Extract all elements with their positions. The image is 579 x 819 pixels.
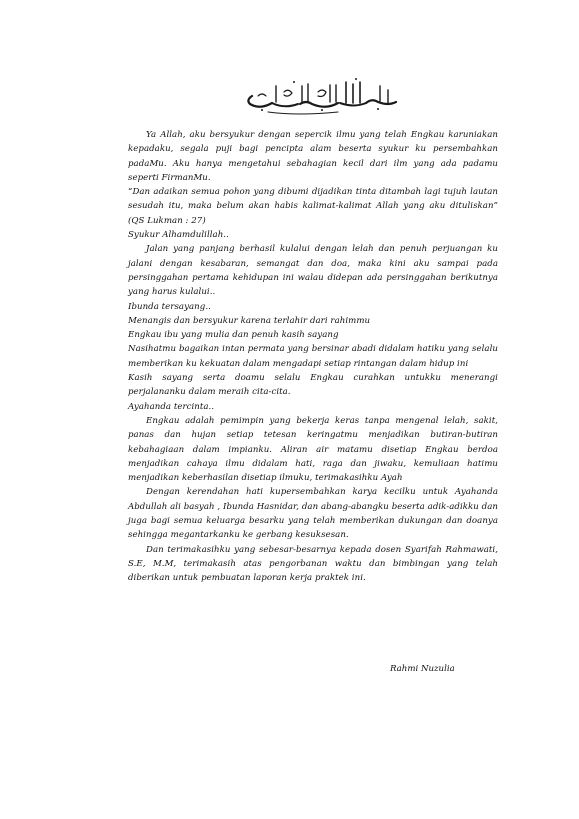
paragraph-prayer: Ya Allah, aku bersyukur dengan sepercik ilmu yang telah Engkau karuniakan kepadaku, segala puji bagi pencipta alam beserta syukur ku persembahkan padaMu. Aku hanya mengetahui sebahagian kecil dari ilm yang ada padamu seperti FirmanMu. bbox=[128, 130, 498, 183]
paragraph-gratitude: Syukur Alhamdulillah.. bbox=[128, 230, 229, 241]
heading-mother: Ibunda tersayang.. bbox=[128, 301, 211, 312]
signature-name: Rahmi Nuzulia bbox=[390, 664, 455, 674]
line-mother-2: Engkau ibu yang mulia dan penuh kasih sayang bbox=[128, 330, 339, 341]
paragraph-family: Dengan kerendahan hati kupersembahkan karya kecilku untuk Ayahanda Abdullah ali basyah , Ibunda Hasnidar, dan abang-abangku beserta adik-adikku dan juga bagi semua keluarga besarku yang telah memberikan dukungan dan doanya sehingga megantarkanku ke gerbang kesuksesan. bbox=[128, 487, 498, 541]
basmala-calligraphy-image bbox=[238, 76, 406, 116]
paragraph-father: Engkau adalah pemimpin yang bekerja keras tanpa mengenal lelah, sakit, panas dan hujan setiap tetesan keringatmu menjadikan butiran-butiran kebahagiaan dalam impianku. Aliran air matamu disetiap Engkau berdoa menjadikan cahaya ilmu didalam hati, raga dan jiwaku, kemuliaan hatimu menjadikan keberhasilan disetiap ilmuku, terimakasihku Ayah bbox=[128, 415, 498, 484]
dedication-body bbox=[128, 128, 498, 586]
paragraph-journey: Jalan yang panjang berhasil kulalui dengan lelah dan penuh perjuangan ku jalani dengan kesabaran, semangat dan doa, maka kini aku sampai pada persinggahan pertama kehidupan ini walau didepan ada persinggahan berikutnya yang harus kulalui.. bbox=[128, 244, 498, 298]
paragraph-mother-love: Kasih sayang serta doamu selalu Engkau curahkan untukku menerangi perjalananku dalam meraih cita-cita. bbox=[128, 373, 498, 398]
paragraph-mother-advice: Nasihatmu bagaikan intan permata yang bersinar abadi didalam hatiku yang selalu memberikan ku kekuatan dalam mengadapi setiap rintangan dalam hidup ini bbox=[128, 344, 498, 369]
line-mother-1: Menangis dan bersyukur karena terlahir dari rahimmu bbox=[128, 315, 371, 326]
paragraph-quran-quote: “Dan adaikan semua pohon yang dibumi dijadikan tinta ditambah lagi tujuh lautan sesudah itu, maka belum akan habis kalimat-kalimat Allah yang aku dituliskan” (QS Lukman : 27) bbox=[128, 187, 498, 226]
heading-father: Ayahanda tercinta.. bbox=[128, 401, 215, 412]
paragraph-lecturer: Dan terimakasihku yang sebesar-besarnya kepada dosen Syarifah Rahmawati, S.E, M.M, terimakasih atas pengorbanan waktu dan bimbingan yang telah diberikan untuk pembuatan laporan kerja praktek ini. bbox=[128, 544, 498, 584]
